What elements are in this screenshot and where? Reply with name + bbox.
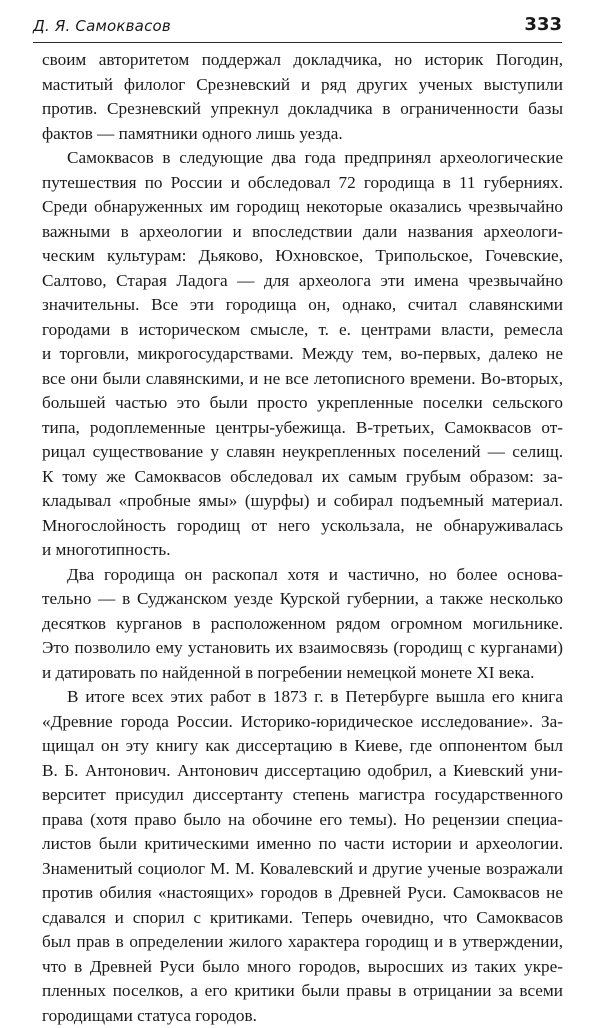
text-line: В. Б. Антонович. Антонович диссертацию одобрил, а Киевский уни- [42,759,563,784]
text-line: верситет присудил диссертанту степень магистра государственного [42,783,563,808]
text-line: большей частью это были просто укрепленные поселки сельского [42,391,563,416]
running-header [33,12,562,43]
text-line: и многотипность. [42,538,563,563]
text-line: городами в историческом смысле, т. е. центрами власти, ремесла [42,318,563,343]
text-line: против. Срезневский упрекнул докладчика в ограниченности базы [42,97,563,122]
text-line: своим авторитетом поддержал докладчика, но историк Погодин, [42,48,563,73]
page-number: 333 [524,14,562,35]
text-line: путешествия по России и обследовал 72 городища в 11 губерниях. [42,171,563,196]
text-line: ческим культурам: Дьяково, Юхновское, Трипольское, Гочевские, [42,244,563,269]
text-line: Многослойность городищ от него ускользала, не обнаруживалась [42,514,563,539]
text-line: все они были славянскими, и не все летописного времени. Во-вторых, [42,367,563,392]
text-line: права (хотя право было на обочине его темы). Но рецензии специа- [42,808,563,833]
text-line: кладывал «пробные ямы» (шурфы) и собирал подъемный материал. [42,489,563,514]
text-line: «Древние города России. Историко-юридическое исследование». За- [42,710,563,735]
text-line: листов были критическими именно по части истории и археологии. [42,832,563,857]
text-line: десятков курганов в расположенном рядом огромном могильнике. [42,612,563,637]
text-line: фактов — памятники одного лишь уезда. [42,122,563,147]
text-line: значительны. Все эти городища он, однако, считал славянскими [42,293,563,318]
text-line: против обилия «настоящих» городов в Древней Руси. Самоквасов не [42,881,563,906]
text-line: был прав в определении жилого характера городищ и в утверждении, [42,930,563,955]
text-line: сдавался и спорил с критиками. Теперь очевидно, что Самоквасов [42,906,563,931]
text-line: и торговли, микрогосударствами. Между тем, во-первых, далеко не [42,342,563,367]
running-header-author: Д. Я. Самоквасов [33,17,171,35]
text-line: Знаменитый социолог М. М. Ковалевский и другие ученые возражали [42,857,563,882]
text-line: и датировать по найденной в погребении немецкой монете XI века. [42,661,563,686]
text-line: Среди обнаруженных им городищ некоторые оказались чрезвычайно [42,195,563,220]
text-line: пленных поселков, а его критики были правы в отрицании за всеми [42,979,563,1004]
text-line: важными в археологии и впоследствии дали названия археологи- [42,220,563,245]
body-text [42,48,563,1028]
text-line: рицал существование у славян неукрепленных поселений — селищ. [42,440,563,465]
text-line: типа, родоплеменные центры-убежища. В-третьих, Самоквасов от- [42,416,563,441]
text-line: К тому же Самоквасов обследовал их самым грубым образом: за- [42,465,563,490]
text-line: Салтово, Старая Ладога — для археолога эти имена чрезвычайно [42,269,563,294]
text-line: городищами статуса городов. [42,1004,563,1028]
text-line: тельно — в Суджанском уезде Курской губернии, а также несколько [42,587,563,612]
text-line: Это позволило ему установить их взаимосвязь (городищ с курганами) [42,636,563,661]
text-line: Самоквасов в следующие два года предпринял археологические [42,146,563,171]
text-line: Два городища он раскопал хотя и частично, но более основа- [42,563,563,588]
text-line: щищал он эту книгу как диссертацию в Киеве, где оппонентом был [42,734,563,759]
text-line: что в Древней Руси было много городов, выросших из таких укре- [42,955,563,980]
text-line: маститый филолог Срезневский и ряд других ученых выступили [42,73,563,98]
text-line: В итоге всех этих работ в 1873 г. в Петербурге вышла его книга [42,685,563,710]
